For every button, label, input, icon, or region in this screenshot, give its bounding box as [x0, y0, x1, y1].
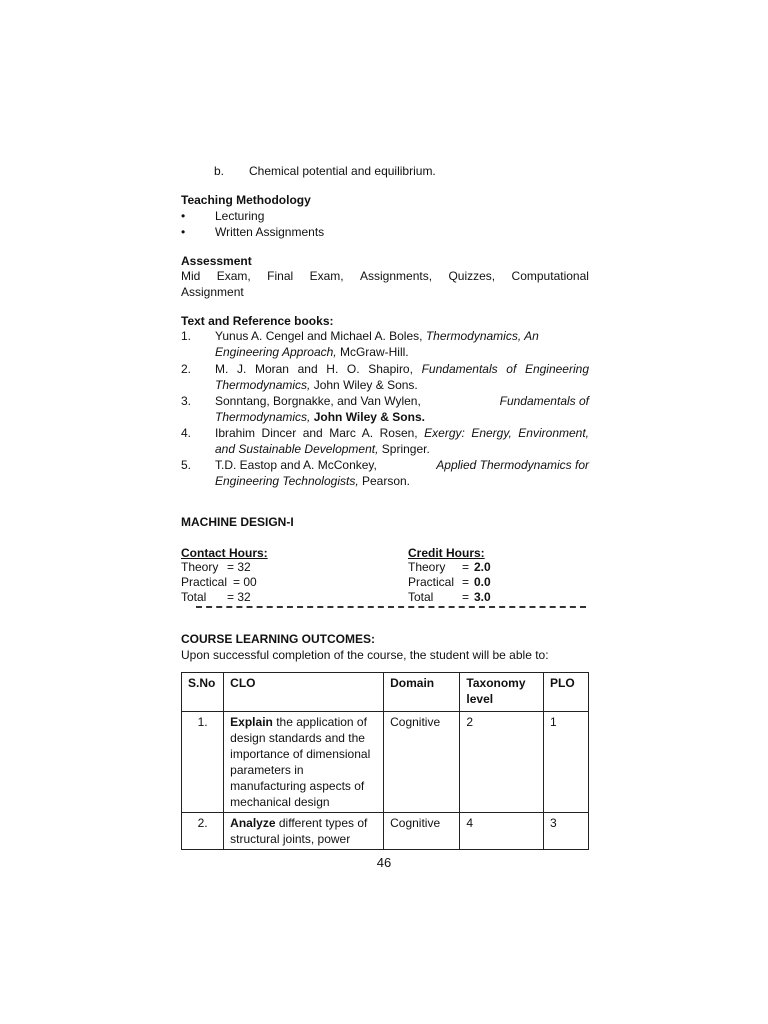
topic-marker: b.: [214, 164, 225, 178]
credit-row: Practical = 0.0: [408, 575, 491, 589]
credit-row: Theory = 2.0: [408, 560, 491, 574]
credit-hours-table: [408, 560, 568, 605]
assessment-line1: Mid Exam, Final Exam, Assignments, Quizzes, Computational: [181, 269, 589, 283]
header-sno: S.No: [182, 673, 224, 712]
contact-row: Practical = 00: [181, 575, 257, 589]
cell-clo: Analyze different types of structural joints, power: [224, 813, 384, 850]
cell-taxonomy: 2: [460, 712, 544, 813]
course-title: MACHINE DESIGN-I: [181, 515, 294, 529]
header-taxonomy: Taxonomy level: [460, 673, 544, 712]
cell-taxonomy: 4: [460, 813, 544, 850]
assessment-line2: Assignment: [181, 285, 244, 299]
books-heading: Text and Reference books:: [181, 314, 334, 328]
clo-table: [181, 672, 589, 850]
document-page: b. Chemical potential and equilibrium. Teaching Methodology • Lecturing • Written Assignments Assessment Mid Exam, Final Exam, Assignments, Quizzes, Computational Assignment Text and Reference books: 1. Yunus A. Cengel and Michael A. Boles, Thermodynamics, An Engineering Approach, McGraw-Hill. 2. M. J. Moran and H. O. Shapiro, Fundamentals of Engineering Thermodynamics, John Wiley & Sons. 3. Sonntang, Borgnakke, and Van Wylen, Fundamentals of Thermodynamics, John Wiley & Sons. 4. Ibrahim Dincer and Marc A. Rosen, Exergy: Energy, Environment, and Sustainable Development, Springer. 5. T.D. Eastop and A. McConkey, Applied Thermodynamics for Engineering Technologists, Pearson. MACHINE DESIGN-I Contact Hours: Theory = 32 Practical = 00 Total = 32 Credit Hours: Theory = 2.0 Practical = 0.0 Total = 3.0 COURSE LEARNING OUTCOMES: Upon successful completion of the course, the student will be able to: S.No CLO Domain Taxonomy level PLO 1. Explain the application of design standards and the importance of dimensional parameters in manufacturing aspects of mechanical design Cognitive 2 1 2. Analyze different types of structural joints, power Cognitive 4 3 46: [0, 0, 768, 1024]
bullet-icon: •: [181, 209, 186, 223]
header-domain: Domain: [384, 673, 460, 712]
topic-text: Chemical potential and equilibrium.: [249, 164, 436, 178]
assessment-heading: Assessment: [181, 254, 252, 268]
dashed-divider: [196, 606, 586, 608]
table-header-row: [182, 673, 589, 712]
contact-row: Total = 32: [181, 590, 251, 604]
bullet-icon: •: [181, 225, 186, 239]
credit-row: Total = 3.0: [408, 590, 491, 604]
cell-domain: Cognitive: [384, 813, 460, 850]
contact-row: Theory = 32: [181, 560, 251, 574]
teaching-heading: Teaching Methodology: [181, 193, 311, 207]
contact-hours-heading: Contact Hours:: [181, 546, 268, 560]
outcomes-intro: Upon successful completion of the course, the student will be able to:: [181, 648, 549, 662]
cell-clo: Explain the application of design standards and the importance of dimensional parameters in manufacturing aspects of mechanical design: [224, 712, 384, 813]
credit-hours-heading: Credit Hours:: [408, 546, 485, 560]
cell-plo: 1: [544, 712, 589, 813]
cell-sno: 2.: [182, 813, 224, 850]
header-plo: PLO: [544, 673, 589, 712]
table-row: [182, 813, 589, 850]
cell-domain: Cognitive: [384, 712, 460, 813]
outcomes-heading: COURSE LEARNING OUTCOMES:: [181, 632, 376, 646]
cell-sno: 1.: [182, 712, 224, 813]
contact-hours-table: [181, 560, 341, 605]
table-row: [182, 712, 589, 813]
cell-plo: 3: [544, 813, 589, 850]
header-clo: CLO: [224, 673, 384, 712]
page-number: 46: [376, 855, 392, 870]
